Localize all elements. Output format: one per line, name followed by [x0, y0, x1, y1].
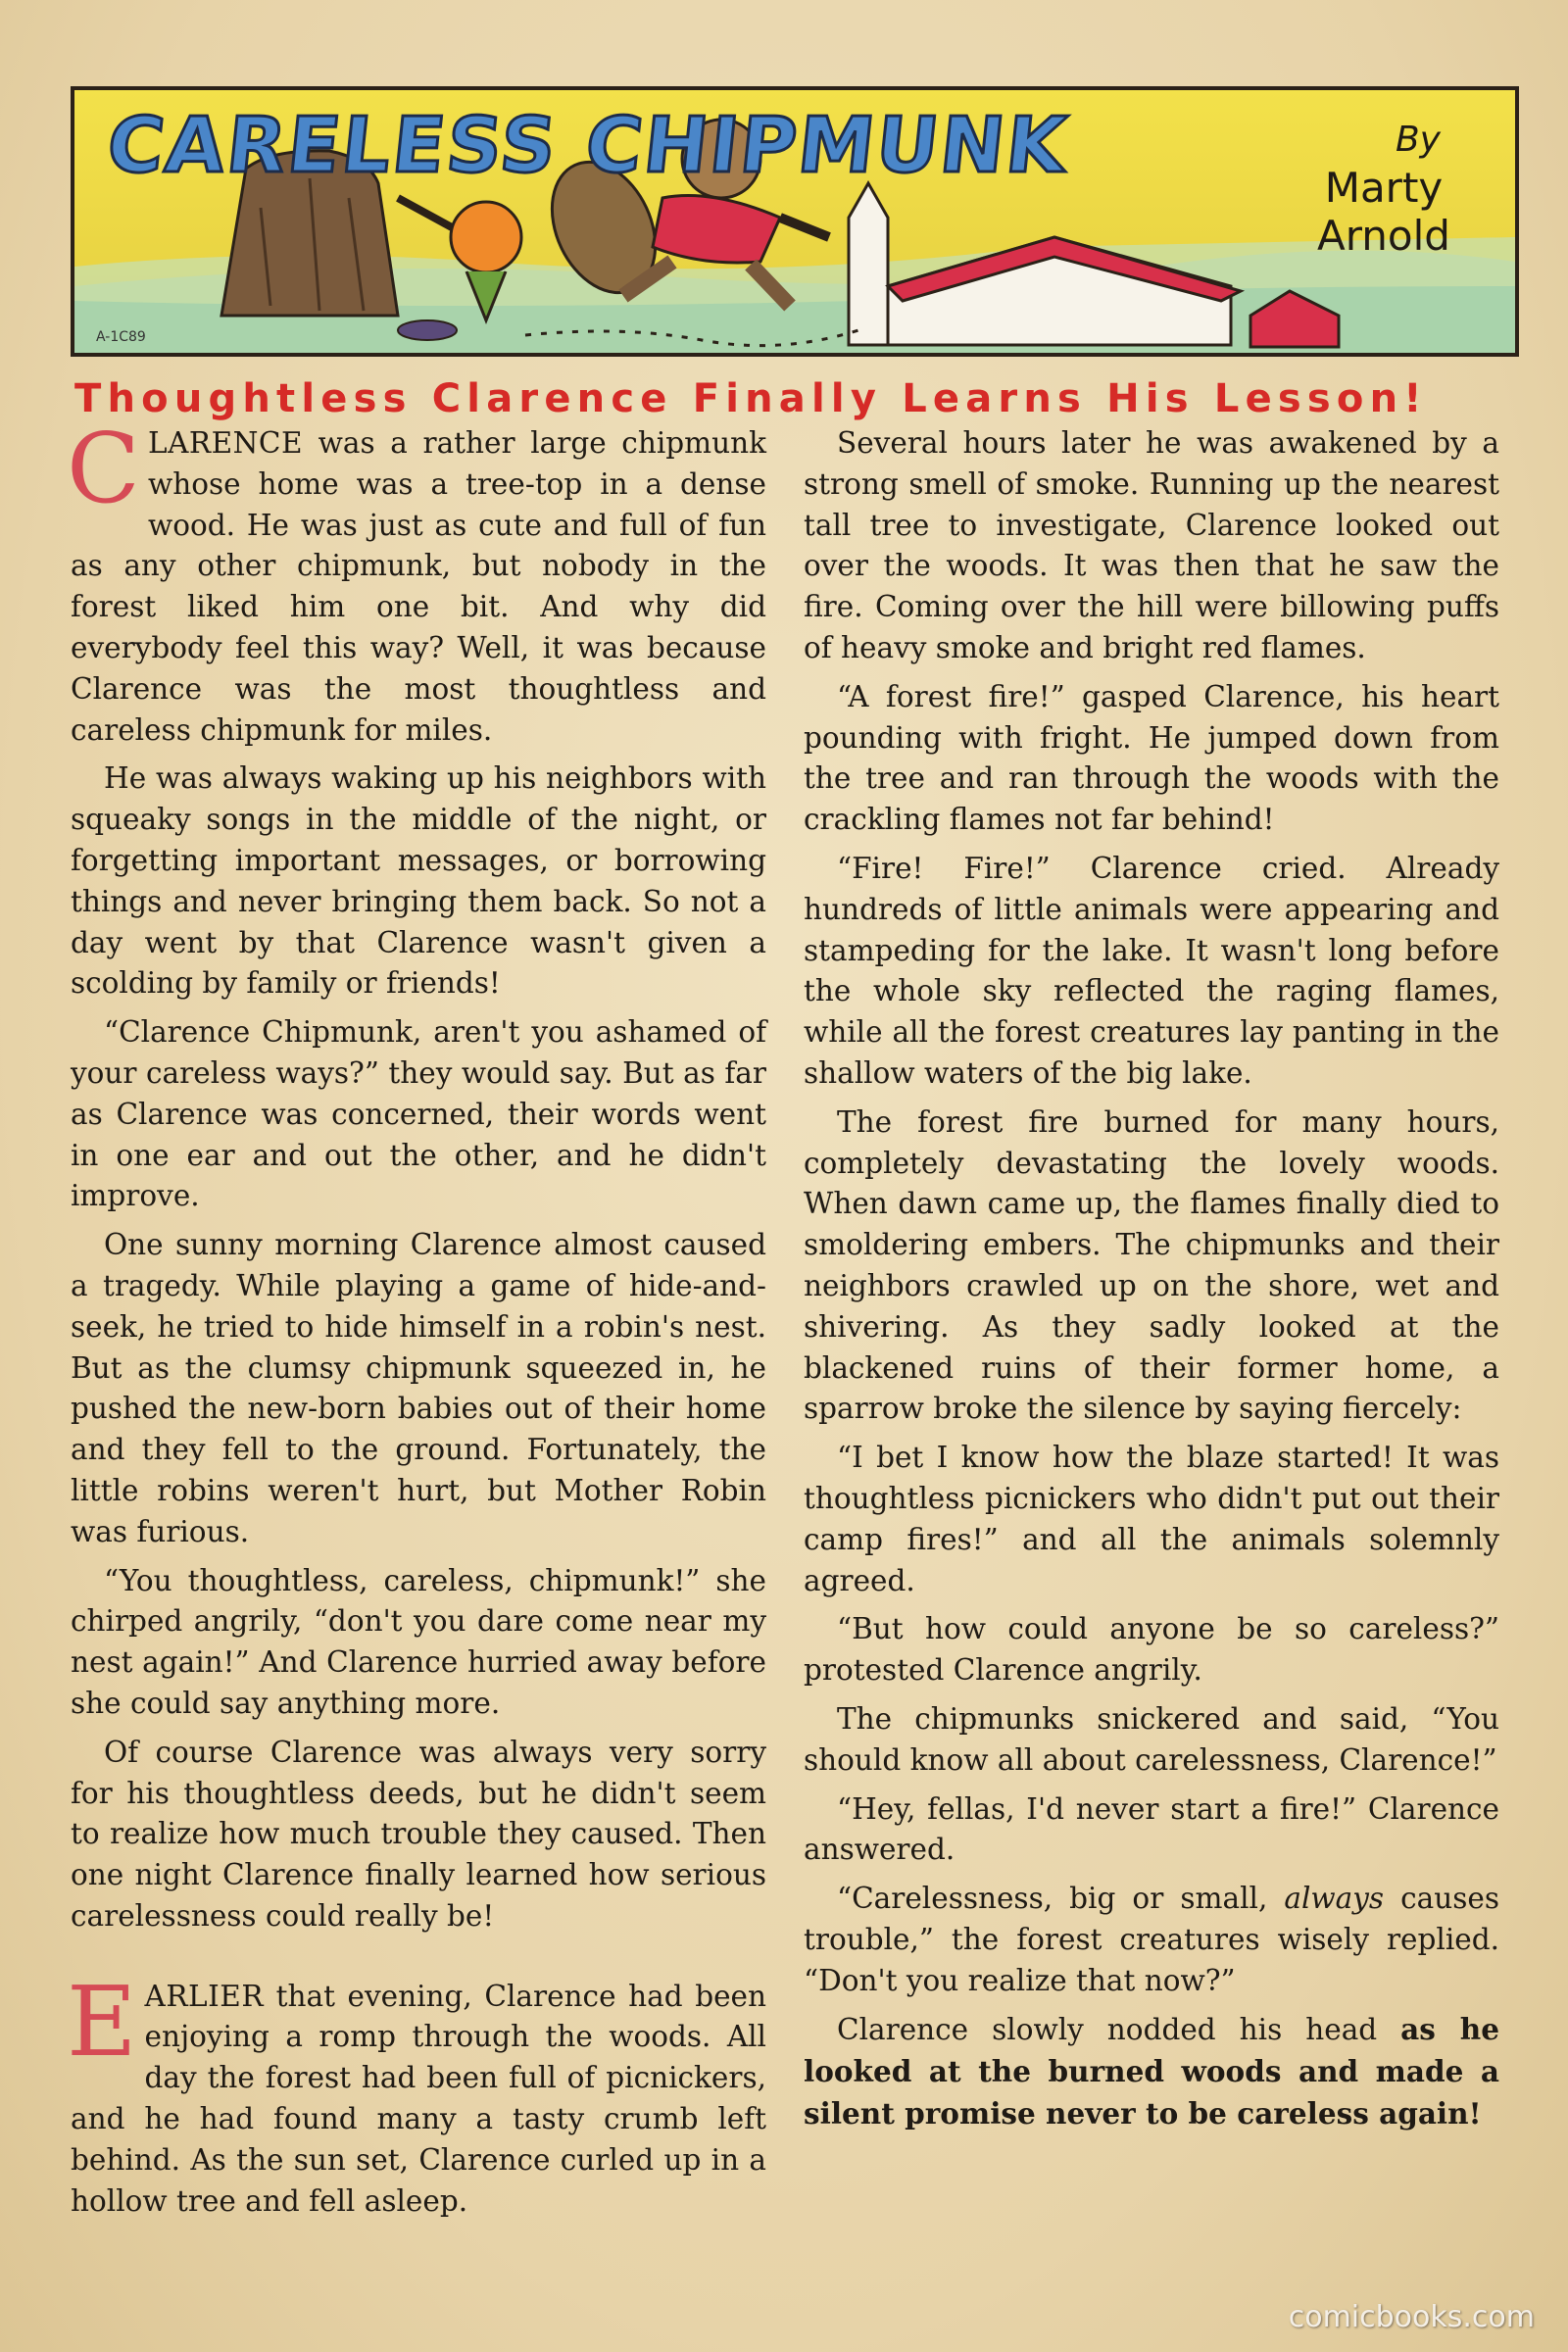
left-column — [67, 414, 766, 2230]
opening-caps: ARLIER — [144, 1979, 265, 2013]
paragraph — [67, 1966, 766, 2223]
paragraph-text: “Carelessness, big or small, — [837, 1882, 1285, 1916]
paragraph: The chipmunks snickered and said, “You should know all about carelessness, Clarence!” — [804, 1701, 1499, 1777]
paragraph: The forest fire burned for many hours, completely devastating the lovely woods. When dawn came up, the flames finally died to smoldering embers. The chipmunks and their neighbors crawled up on the shore, wet and shivering. As they sadly looked at the blackened ruins of their former home, a sparrow broke the silence by saying fiercely: — [804, 1104, 1499, 1426]
emphasis-text: always — [1284, 1882, 1385, 1916]
closing-bold-text: as he looked at the burned woods and made a silent promise never to be careless again! — [804, 2012, 1499, 2132]
character-stick — [398, 198, 452, 227]
paragraph — [804, 1879, 1499, 2001]
fallen-hat — [398, 320, 457, 340]
paragraph: “Hey, fellas, I'd never start a fire!” Clarence answered. — [804, 1791, 1499, 1867]
paragraph: “You thoughtless, careless, chipmunk!” she chirped angrily, “don't you dare come near my nest again!” And Clarence hurried away before she could say anything more. — [71, 1563, 766, 1720]
chipmunk-shirt — [653, 196, 780, 264]
opening-caps: LARENCE — [147, 426, 304, 460]
chipmunk-arm — [780, 218, 829, 237]
byline — [1256, 120, 1511, 260]
paragraph: “A forest fire!” gasped Clarence, his heart pounding with fright. He jumped down from the tree and ran through the woods with the crackling flames not far behind! — [804, 679, 1499, 837]
paragraph: He was always waking up his neighbors with squeaky songs in the middle of the night, or forgetting important messages, or borrowing things and never bringing them back. So not a day went by that Clarence wasn't given a scolding by family or friends! — [71, 761, 766, 1001]
byline-by: By — [1395, 120, 1441, 160]
paragraph — [67, 414, 766, 751]
drop-cap: E — [67, 1966, 137, 2079]
paragraph-text: that evening, Clarence had been enjoying a romp through the woods. All day the forest had been full of picnickers, and he had found many a tasty crumb left behind. As the sun set, Clarence curled up in a hollow tree and fell asleep. — [71, 1979, 766, 2218]
story-subtitle: Thoughtless Clarence Finally Learns His Lesson! — [74, 376, 1428, 421]
paragraph: “But how could anyone be so careless?” protested Clarence angrily. — [804, 1612, 1499, 1688]
paragraph-text: was a rather large chipmunk whose home was a tree-top in a dense wood. He was just as cute and full of fun as any other chipmunk, but nobody in the forest liked him one bit. And why did everybody feel this way? Well, it was because Clarence was the most thoughtless and careless chipmunk for miles. — [71, 426, 766, 747]
paragraph: “Fire! Fire!” Clarence cried. Already hundreds of little animals were appearing and stampeding for the lake. It wasn't long before the whole sky reflected the raging flames, while all the forest creatures lay panting in the shallow waters of the big lake. — [804, 851, 1499, 1090]
paragraph: “I bet I know how the blaze started! It was thoughtless picnickers who didn't put out their camp fires!” and all the animals solemnly agreed. — [804, 1441, 1499, 1597]
banner-title: CARELESS CHIPMUNK — [103, 102, 1073, 190]
paragraph-text: causes trouble,” the forest creatures wisely replied. “Don't you realize that now?” — [804, 1882, 1499, 1997]
art-code: A-1C89 — [96, 329, 146, 345]
church-steeple — [849, 183, 888, 345]
orange-character — [451, 202, 521, 272]
paragraph: “Clarence Chipmunk, aren't you ashamed of your careless ways?” they would say. But as far as Clarence was concerned, their words went in one ear and out the other, and he didn't improve. — [71, 1015, 766, 1213]
drop-cap: C — [67, 414, 140, 525]
right-column — [804, 423, 1499, 2143]
paragraph: Several hours later he was awakened by a strong smell of smoke. Running up the nearest tall tree to investigate, Clarence looked out over the woods. It was then that he saw the fire. Coming over the hill were billowing puffs of heavy smoke and bright red flames. — [804, 426, 1499, 664]
paragraph: One sunny morning Clarence almost caused a tragedy. While playing a game of hide-and-seek, he tried to hide himself in a robin's nest. But as the clumsy chipmunk squeezed in, he pushed the new-born babies out of their home and they fell to the ground. Fortunately, the little robins weren't hurt, but Mother Robin was furious. — [71, 1228, 766, 1548]
site-watermark: comicbooks.com — [1288, 2300, 1535, 2334]
author-name: Marty Arnold — [1317, 164, 1450, 260]
paragraph — [804, 2009, 1499, 2134]
title-banner — [71, 86, 1519, 357]
paragraph-text: Clarence slowly nodded his head — [837, 2013, 1401, 2047]
paragraph: Of course Clarence was always very sorry for his thoughtless deeds, but he didn't seem to realize how much trouble they caused. Then one night Clarence finally learned how serious carelessness could really be! — [71, 1735, 766, 1933]
